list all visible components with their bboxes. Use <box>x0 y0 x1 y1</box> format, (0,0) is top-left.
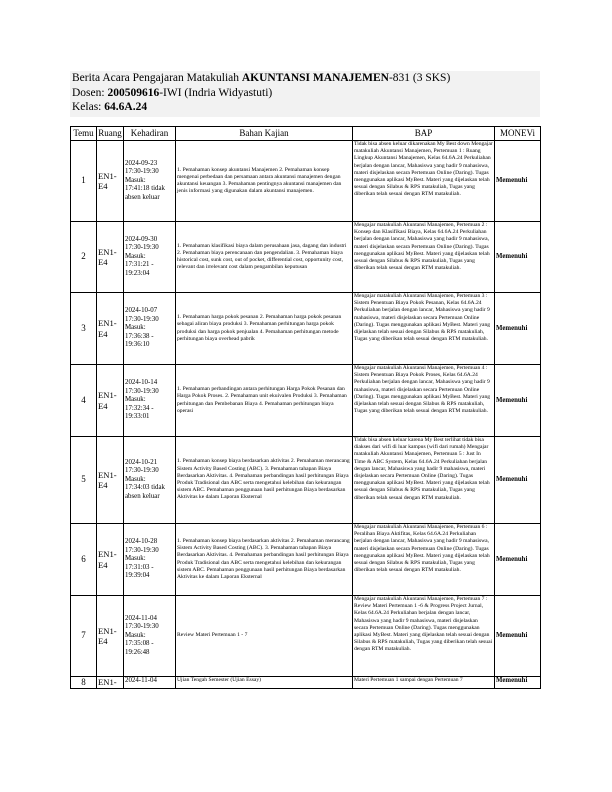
bahan-kajian-cell: 1. Pemahaman konsep akuntansi Manajemen 2. Pemahaman konsep mengenai perbedaan dan persamaan antara akuntansi manajemen dengan akuntansi keuangan 3. Pemahaman pentingnya akuntansi manajemen dan jenis informasi yang digunakan dalam akuntansi manajemen. <box>176 141 353 222</box>
room-cell: EN1-E4 <box>97 437 124 524</box>
monevi-cell: Memenuhi <box>495 677 541 689</box>
attendance-cell <box>124 365 176 437</box>
bahan-kajian-cell: 1. Pemahaman harga pokok pesanan 2. Pemahaman harga pokok pesanan sebagai aliran biaya produksi 3. Pemahaman perhitungan harga pokok produksi dan harga pokok penjualan 4. Pemahaman perhitungan metode perhitungan biaya overhead pabrik <box>176 293 353 365</box>
attendance-time: 17:30-19:30 <box>125 387 159 395</box>
attendance-cell <box>124 222 176 293</box>
room-cell: EN1-E4 <box>97 365 124 437</box>
attendance-time: 17:30-19:30 <box>125 467 159 475</box>
attendance-masuk-label: Masuk: <box>125 176 146 184</box>
attendance-date: 2024-11-04 <box>125 677 157 684</box>
table-row <box>71 437 541 524</box>
attendance-cell <box>124 293 176 365</box>
attendance-masuk-label: Masuk: <box>125 252 146 260</box>
attendance-cell <box>124 524 176 596</box>
monevi-cell: Memenuhi <box>495 524 541 596</box>
bahan-kajian-cell: 1. Pemahaman perbandingan antara perhitungan Harga Pokok Pesanan dan Harga Pokok Proses. 2. Pemahaman unit ekuivalen Produksi 3. Pemahaman perhitungan dan Pembebanan Biaya 4. Pemahaman perhitungan biaya operasi <box>176 365 353 437</box>
attendance-masuk-time: 17:35:08 - 19:26:48 <box>125 640 154 656</box>
bap-cell: Mengajar matakuliah Akuntansi Manajemen, Pertemuan 7 : Review Materi Pertemuan 1 -6 & Progress Project Jurnal, Kelas 64.6A.24 Perkuliahan berjalan dengan lancar, Mahasiswa yang hadir 9 mahasiswa, materi disjelaskan secara Pertemuan Online (Daring). Tugas menggunakan aplikasi MyBest. Materi yang dijelaskan telah sesuai dengan Silabus & RPS matakuliah, Tugas yang diberikan telah sesuai dengan RTM matakuliah. <box>353 596 495 677</box>
room-cell: EN1-E4 <box>97 596 124 677</box>
attendance-time: 17:30-19:30 <box>125 546 159 554</box>
meeting-number: 2 <box>71 222 97 293</box>
meeting-number: 1 <box>71 141 97 222</box>
table-row <box>71 596 541 677</box>
monevi-cell: Memenuhi <box>495 222 541 293</box>
column-header-ruang: Ruang <box>97 127 124 141</box>
class-line: Kelas: 64.6A.24 <box>72 101 148 113</box>
table-row <box>71 677 541 689</box>
course-line: Berita Acara Pengajaran Matakuliah AKUNTANSI MANAJEMEN-831 (3 SKS) <box>72 72 451 84</box>
attendance-time: 17:30-19:30 <box>125 244 159 252</box>
room-cell: EN1-E4 <box>97 524 124 596</box>
bap-cell: Mengajar matakuliah Akuntansi Manajemen, Pertemuan 2 : Konsep dan Klasifikasi Biaya, Kelas 64.6A.24 Perkuliahan berjalan dengan lancar, Mahasiswa yang hadir 9 mahasiswa, materi disjelaskan secara Pertemuan Online (Daring). Tugas menggunakan aplikasi MyBest. Materi yang dijelaskan telah sesuai dengan Silabus & RPS matakuliah, Tugas yang diberikan telah sesuai dengan RTM matakuliah. <box>353 222 495 293</box>
monevi-cell: Memenuhi <box>495 365 541 437</box>
room-cell: EN1-E4 <box>97 222 124 293</box>
attendance-date: 2024-11-04 <box>125 614 157 622</box>
attendance-masuk-label: Masuk: <box>125 396 146 404</box>
attendance-date: 2024-10-14 <box>125 379 158 387</box>
attendance-masuk-time: 17:34:03 tidak absen keluar <box>125 484 166 500</box>
document-header <box>70 71 540 117</box>
class-code: 64.6A.24 <box>104 101 148 113</box>
attendance-date: 2024-09-30 <box>125 235 158 243</box>
meeting-number: 5 <box>71 437 97 524</box>
monevi-cell: Memenuhi <box>495 141 541 222</box>
bap-cell: Mengajar matakuliah Akuntansi Manajemen, Pertemuan 3 : Sistem Penentuan Biaya Pokok Pesanan, Kelas 64.6A.24 Perkuliahan berjalan dengan lancar, Mahasiswa yang hadir 9 mahasiswa, materi disjelaskan secara Pertemuan Online (Daring). Tugas menggunakan aplikasi MyBest. Materi yang dijelaskan telah sesuai dengan Silabus & RPS matakuliah, Tugas yang diberikan telah sesuai dengan RTM matakuliah. <box>353 293 495 365</box>
bap-cell: Tidak bisa absen keluar karena My Best terlihat tidak bisa diakses dari wifi di luar kampus (wifi dari rumah) Mengajar matakuliah Akuntansi Manajemen, Pertemuan 5 : Just In Time & ABC System, Kelas 64.6A.24 Perkuliahan berjalan dengan lancar, Mahasiswa yang hadir 9 mahasiswa, materi disjelaskan secara Pertemuan Online (Daring). Tugas menggunakan aplikasi MyBest. Materi yang dijelaskan telah sesuai dengan Silabus & RPS matakuliah, Tugas yang diberikan telah sesuai dengan RTM matakuliah. <box>353 437 495 524</box>
table-body <box>71 141 541 689</box>
attendance-time: 17:30-19:30 <box>125 168 159 176</box>
monevi-cell: Memenuhi <box>495 437 541 524</box>
attendance-date: 2024-10-07 <box>125 307 158 315</box>
monevi-cell: Memenuhi <box>495 293 541 365</box>
attendance-time: 17:30-19:30 <box>125 315 159 323</box>
meeting-number: 7 <box>71 596 97 677</box>
course-name: AKUNTANSI MANAJEMEN <box>241 72 389 84</box>
lecturer-id: 200509616 <box>107 86 160 99</box>
column-header-bahan-kajian: Bahan Kajian <box>176 127 353 141</box>
table-row <box>71 293 541 365</box>
attendance-masuk-label: Masuk: <box>125 555 146 563</box>
attendance-date: 2024-09-23 <box>125 159 158 167</box>
bahan-kajian-cell: Ujian Tengah Semester (Ujian Essay) <box>176 677 353 689</box>
bap-cell: Tidak bisa absen keluar dikarenakan My Best down Mengajar matakuliah Akuntansi Manajemen, Pertemuan 1 : Ruang Lingkup Akuntansi Manajemen, Kelas 64.6A.24 Perkuliahan berjalan dengan lancar, Mahasiswa yang hadir 9 mahasiswa, materi disjelaskan secara Pertemuan Online (Daring). Tugas menggunakan aplikasi MyBest. Materi yang dijelaskan telah sesuai dengan Silabus & RPS matakuliah, Tugas yang diberikan telah sesuai dengan RTM matakuliah. <box>353 141 495 222</box>
attendance-cell <box>124 437 176 524</box>
attendance-cell <box>124 677 176 689</box>
attendance-masuk-time: 17:41:18 tidak absen keluar <box>125 185 166 201</box>
column-header-monevi: MONEVi <box>495 127 541 141</box>
table-row <box>71 365 541 437</box>
bahan-kajian-cell: Review Materi Pertemuan 1 - 7 <box>176 596 353 677</box>
attendance-date: 2024-10-28 <box>125 538 158 546</box>
table-row <box>71 524 541 596</box>
bahan-kajian-cell: 1. Pemahaman konsep biaya berdasarkan aktivitas 2. Pemahaman merancang Sistem Activity Based Costing (ABC). 3. Pemahaman tahapan Biaya Berdasarkan Aktivitas. 4. Pemahaman perbandingan hasil perhitungan Biaya Produk Tradisional dan ABC serta mengetahui kelebihan dan kekurangan sistem ABC. Pemahaman penggunaan hasil perhitungan Biaya berdasarkan Aktivitas ke dalam Laporan Eksternal <box>176 524 353 596</box>
attendance-masuk-label: Masuk: <box>125 631 146 639</box>
lecturer-line: Dosen: 200509616-IWI (Indria Widyastuti) <box>72 86 273 99</box>
column-header-bap: BAP <box>353 127 495 141</box>
attendance-masuk-time: 17:36:38 - 19:36:10 <box>125 332 154 349</box>
column-header-temu: Temu <box>71 127 97 141</box>
table-row <box>71 141 541 222</box>
monevi-cell: Memenuhi <box>495 596 541 677</box>
attendance-masuk-label: Masuk: <box>125 324 146 332</box>
bap-cell: Materi Pertemuan 1 sampai dengan Pertemuan 7 <box>353 677 495 689</box>
attendance-masuk-time: 17:31:03 - 19:39:04 <box>125 563 154 580</box>
room-cell: EN1- <box>97 677 124 689</box>
attendance-table <box>70 126 541 689</box>
meeting-number: 8 <box>71 677 97 689</box>
attendance-masuk-label: Masuk: <box>125 475 146 483</box>
column-header-kehadiran: Kehadiran <box>124 127 176 141</box>
room-cell: EN1-E4 <box>97 293 124 365</box>
attendance-masuk-time: 17:31:21 - 19:23:04 <box>125 261 154 277</box>
attendance-masuk-time: 17:32:34 - 19:33:01 <box>125 404 154 421</box>
table-header-row <box>71 127 541 141</box>
bahan-kajian-cell: 1. Pemahaman konsep biaya berdasarkan aktivitas 2. Pemahaman merancang Sistem Activity Based Costing (ABC). 3. Pemahaman tahapan Biaya Berdasarkan Aktivitas. 4. Pemahaman perbandingan hasil perhitungan Biaya Produk Tradisional dan ABC serta mengetahui kelebihan dan kekurangan sistem ABC. Pemahaman penggunaan hasil perhitungan Biaya berdasarkan Aktivitas ke dalam Laporan Eksternal <box>176 437 353 524</box>
meeting-number: 3 <box>71 293 97 365</box>
meeting-number: 6 <box>71 524 97 596</box>
table-row <box>71 222 541 293</box>
bahan-kajian-cell: 1. Pemahaman klasifikasi biaya dalam perusahaan jasa, dagang dan industri 2. Pemahaman biaya perencanaan dan pengendalian. 3. Pemahaman biaya historical cost, sunk cost, out of pocket, differential cost, opportunity cost, relevant dan irrelevant cost dalam pengambilan keputusan <box>176 222 353 293</box>
meeting-number: 4 <box>71 365 97 437</box>
attendance-time: 17:30-19:30 <box>125 623 159 631</box>
bap-cell: Mengajar matakuliah Akuntansi Manajemen, Pertemuan 4 : Sistem Penentuan Biaya Pokok Proses, Kelas 64.6A.24 Perkuliahan berjalan dengan lancar, Mahasiswa yang hadir 9 mahasiswa, materi disjelaskan secara Pertemuan Online (Daring). Tugas menggunakan aplikasi MyBest. Materi yang dijelaskan telah sesuai dengan Silabus & RPS matakuliah, Tugas yang diberikan telah sesuai dengan RTM matakuliah. <box>353 365 495 437</box>
attendance-date: 2024-10-21 <box>125 458 158 466</box>
attendance-cell <box>124 141 176 222</box>
room-cell: EN1-E4 <box>97 141 124 222</box>
attendance-cell <box>124 596 176 677</box>
bap-cell: Mengajar matakuliah Akuntansi Manajemen, Pertemuan 6 : Peralihan Biaya Aktifitas, Kelas 64.6A.24 Perkuliahan berjalan dengan lancar, Mahasiswa yang hadir 9 mahasiswa, materi disjelaskan secara Pertemuan Online (Daring). Tugas menggunakan aplikasi MyBest. Materi yang dijelaskan telah sesuai dengan Silabus & RPS matakuliah, Tugas yang diberikan telah sesuai dengan RTM matakuliah. <box>353 524 495 596</box>
